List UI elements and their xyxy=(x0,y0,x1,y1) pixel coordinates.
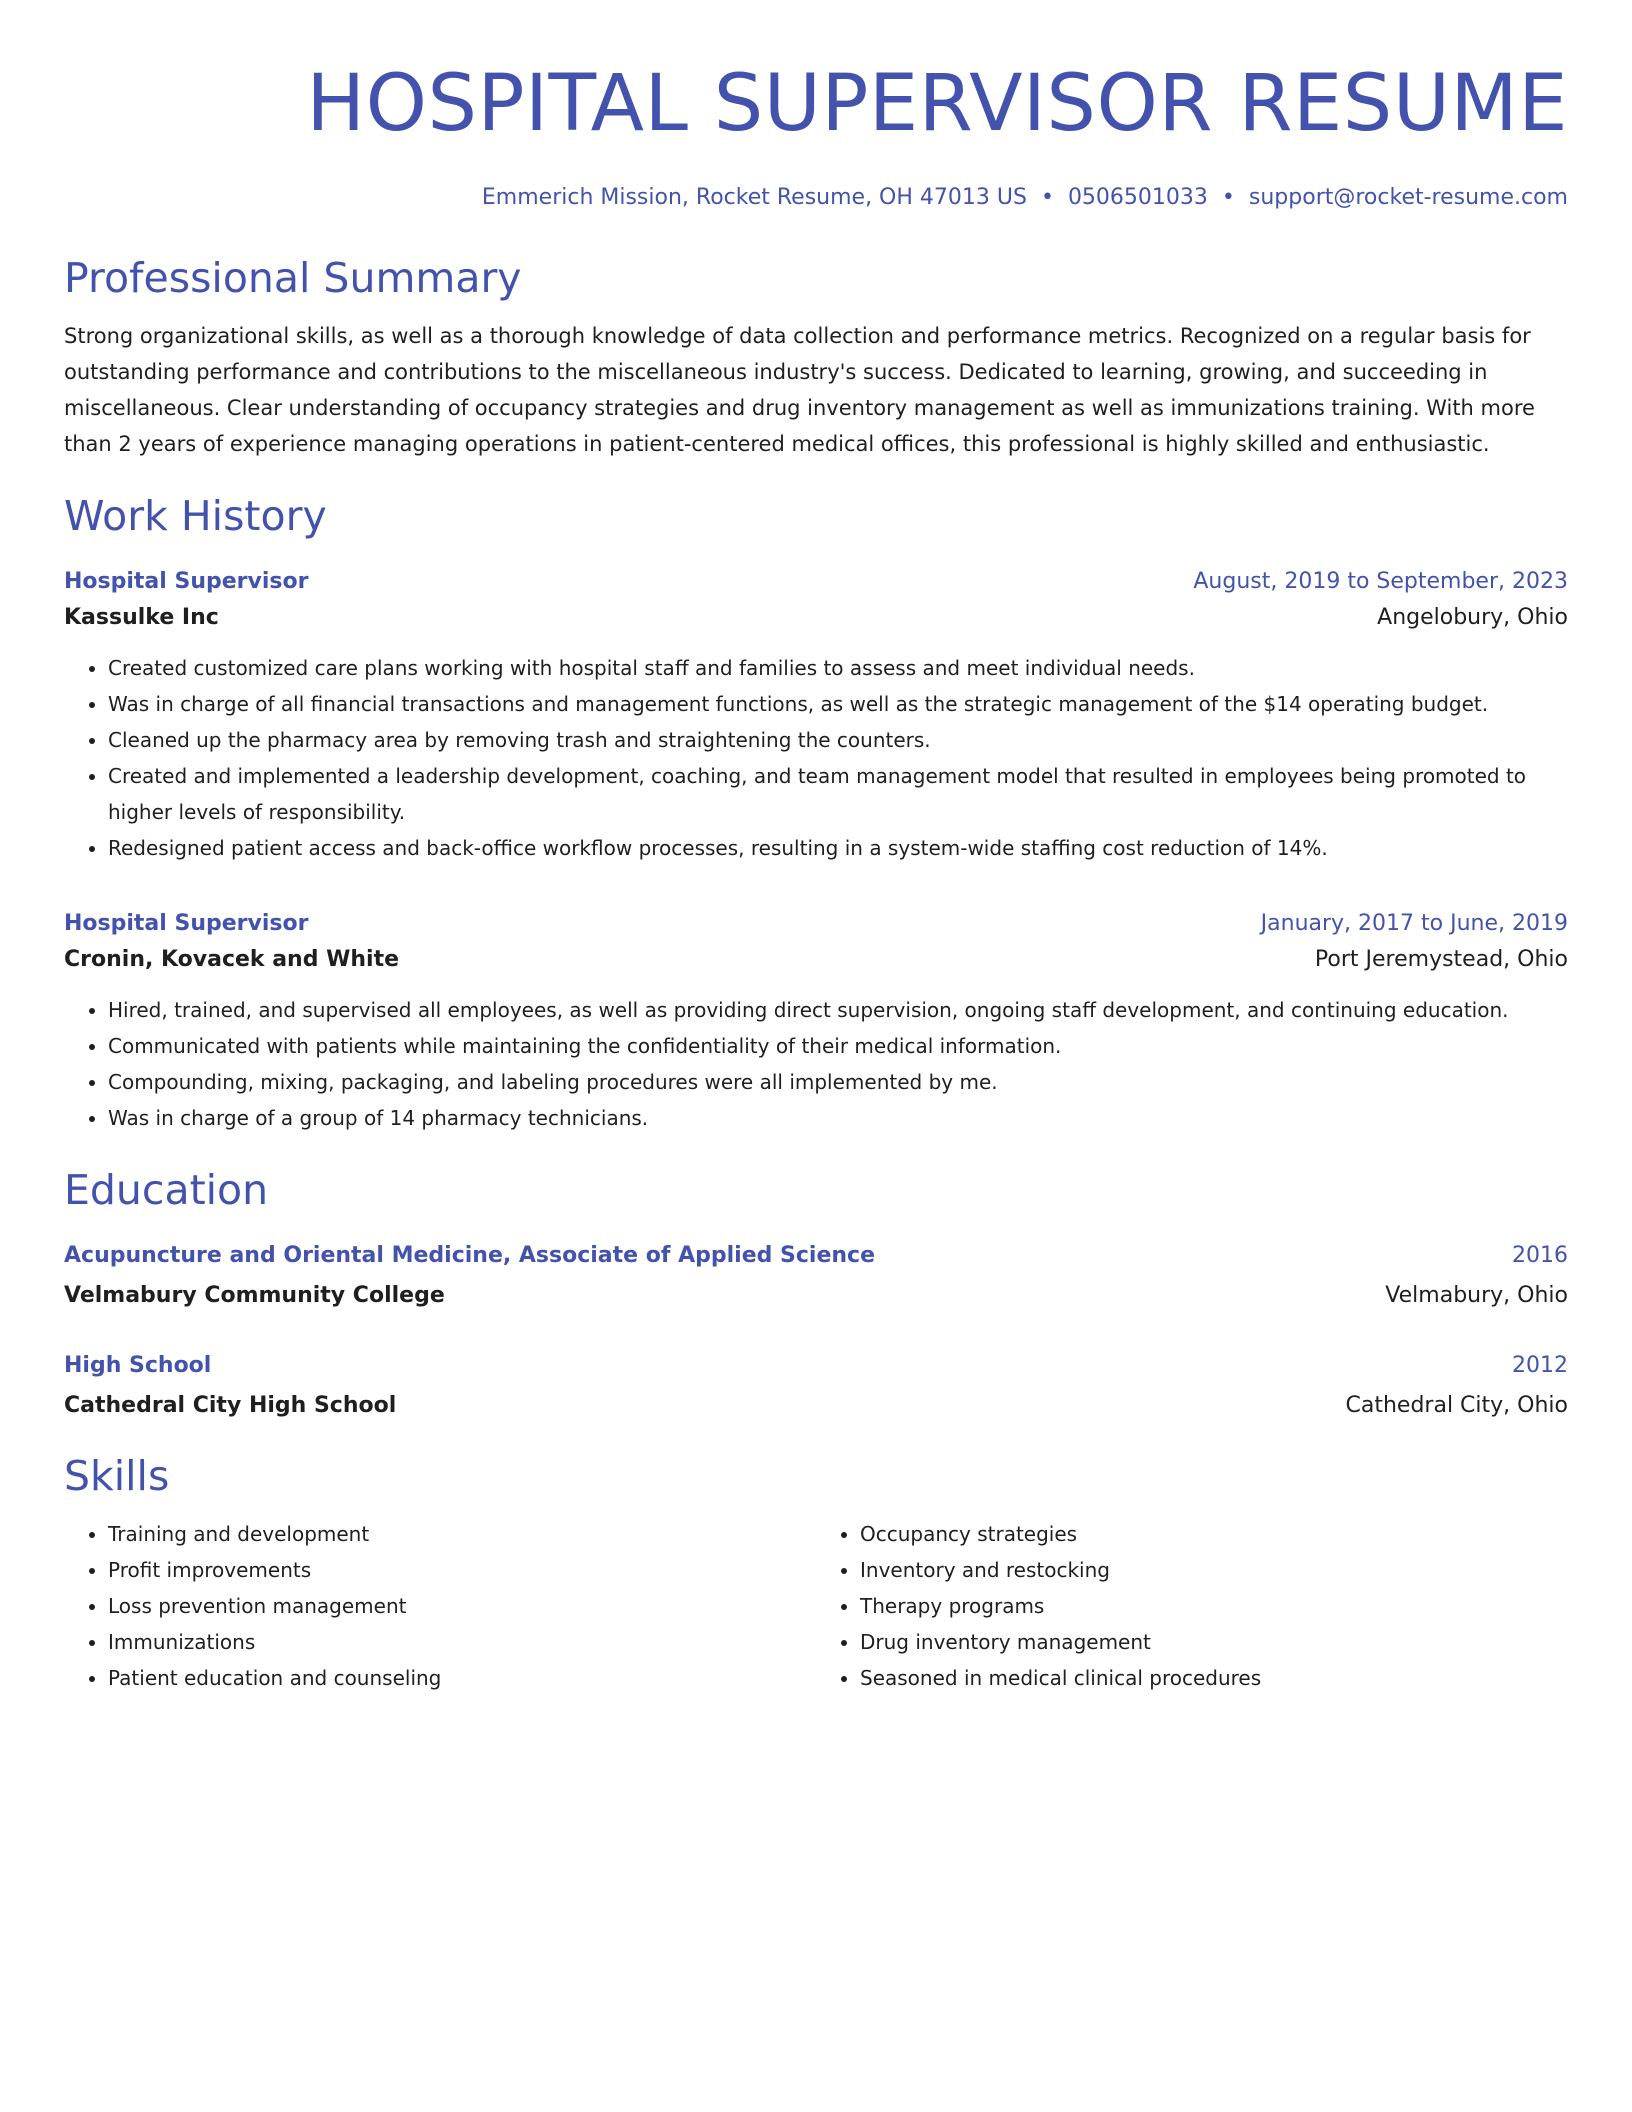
job-location: Port Jeremystead, Ohio xyxy=(1314,947,1568,972)
skill-item: • Training and development xyxy=(108,1516,816,1552)
skills-column-right xyxy=(816,1516,1568,1696)
education-header-row xyxy=(64,1236,1568,1276)
education-entry xyxy=(64,1346,1568,1426)
job-bullet: • Communicated with patients while maintaining the confidentiality of their medical information. xyxy=(108,1028,1568,1064)
summary-heading: Professional Summary xyxy=(64,254,522,302)
contact-separator: • xyxy=(1221,185,1235,210)
job-title: Hospital Supervisor xyxy=(64,911,309,936)
job-company: Kassulke Inc xyxy=(64,605,219,630)
job-company-row xyxy=(64,600,1568,636)
job-entry xyxy=(64,906,1568,1136)
job-entry xyxy=(64,564,1568,866)
job-company-row xyxy=(64,942,1568,978)
contact-address: Emmerich Mission, Rocket Resume, OH 47013 US xyxy=(481,185,1027,210)
job-bullet: • Hired, trained, and supervised all employees, as well as providing direct supervision, ongoing staff development, and continuing education. xyxy=(108,992,1568,1028)
job-bullet: • Created customized care plans working with hospital staff and families to assess and meet individual needs. xyxy=(108,650,1568,686)
skill-item: • Inventory and restocking xyxy=(860,1552,1568,1588)
education-location: Cathedral City, Ohio xyxy=(1345,1393,1568,1418)
education-header-row xyxy=(64,1346,1568,1386)
education-school: Cathedral City High School xyxy=(64,1393,397,1418)
skills-heading: Skills xyxy=(64,1452,170,1500)
job-bullet: • Created and implemented a leadership development, coaching, and team management model that resulted in employees being promoted to higher levels of responsibility. xyxy=(108,758,1568,830)
contact-line xyxy=(64,182,1568,214)
work-history-heading: Work History xyxy=(64,492,327,540)
skill-item: • Drug inventory management xyxy=(860,1624,1568,1660)
skill-item: • Therapy programs xyxy=(860,1588,1568,1624)
education-year: 2012 xyxy=(1512,1353,1568,1378)
contact-email: support@rocket-resume.com xyxy=(1248,185,1568,210)
skills-grid xyxy=(64,1516,1568,1696)
summary-text: Strong organizational skills, as well as a thorough knowledge of data collection and performance metrics. Recognized on a regular basis for outstanding performance and contributions to the miscellaneous industry's success. Dedicated to learning, growing, and succeeding in miscellaneous. Clear understanding of occupancy strategies and drug inventory management as well as immunizations training. With more than 2 years of experience managing operations in patient-centered medical offices, this professional is highly skilled and enthusiastic. xyxy=(64,324,1535,456)
job-dates: January, 2017 to June, 2019 xyxy=(1260,911,1568,936)
job-bullet: • Redesigned patient access and back-office workflow processes, resulting in a system-wide staffing cost reduction of 14%. xyxy=(108,830,1568,866)
education-school-row xyxy=(64,1386,1568,1426)
skill-item: • Immunizations xyxy=(108,1624,816,1660)
job-title: Hospital Supervisor xyxy=(64,569,309,594)
skill-item: • Profit improvements xyxy=(108,1552,816,1588)
education-year: 2016 xyxy=(1512,1243,1568,1268)
job-dates: August, 2019 to September, 2023 xyxy=(1193,569,1568,594)
education-heading: Education xyxy=(64,1166,269,1214)
skill-item: • Seasoned in medical clinical procedures xyxy=(860,1660,1568,1696)
skill-item: • Patient education and counseling xyxy=(108,1660,816,1696)
skill-item: • Loss prevention management xyxy=(108,1588,816,1624)
resume-title: HOSPITAL SUPERVISOR RESUME xyxy=(306,59,1568,149)
job-company: Cronin, Kovacek and White xyxy=(64,947,400,972)
job-header-row xyxy=(64,564,1568,600)
contact-separator: • xyxy=(1040,185,1054,210)
education-school: Velmabury Community College xyxy=(64,1283,445,1308)
job-bullet: • Was in charge of all financial transactions and management functions, as well as the strategic management of the $14 operating budget. xyxy=(108,686,1568,722)
job-location: Angelobury, Ohio xyxy=(1377,605,1568,630)
skills-column-left xyxy=(64,1516,816,1696)
job-bullets xyxy=(64,650,1568,866)
job-header-row xyxy=(64,906,1568,942)
education-location: Velmabury, Ohio xyxy=(1385,1283,1568,1308)
job-bullet: • Cleaned up the pharmacy area by removing trash and straightening the counters. xyxy=(108,722,1568,758)
job-bullets xyxy=(64,992,1568,1136)
job-bullet: • Was in charge of a group of 14 pharmacy technicians. xyxy=(108,1100,1568,1136)
education-degree: High School xyxy=(64,1353,212,1378)
education-degree: Acupuncture and Oriental Medicine, Associate of Applied Science xyxy=(64,1243,875,1268)
contact-phone: 0506501033 xyxy=(1067,185,1208,210)
skill-item: • Occupancy strategies xyxy=(860,1516,1568,1552)
job-bullet: • Compounding, mixing, packaging, and labeling procedures were all implemented by me. xyxy=(108,1064,1568,1100)
education-school-row xyxy=(64,1276,1568,1316)
education-entry xyxy=(64,1236,1568,1316)
